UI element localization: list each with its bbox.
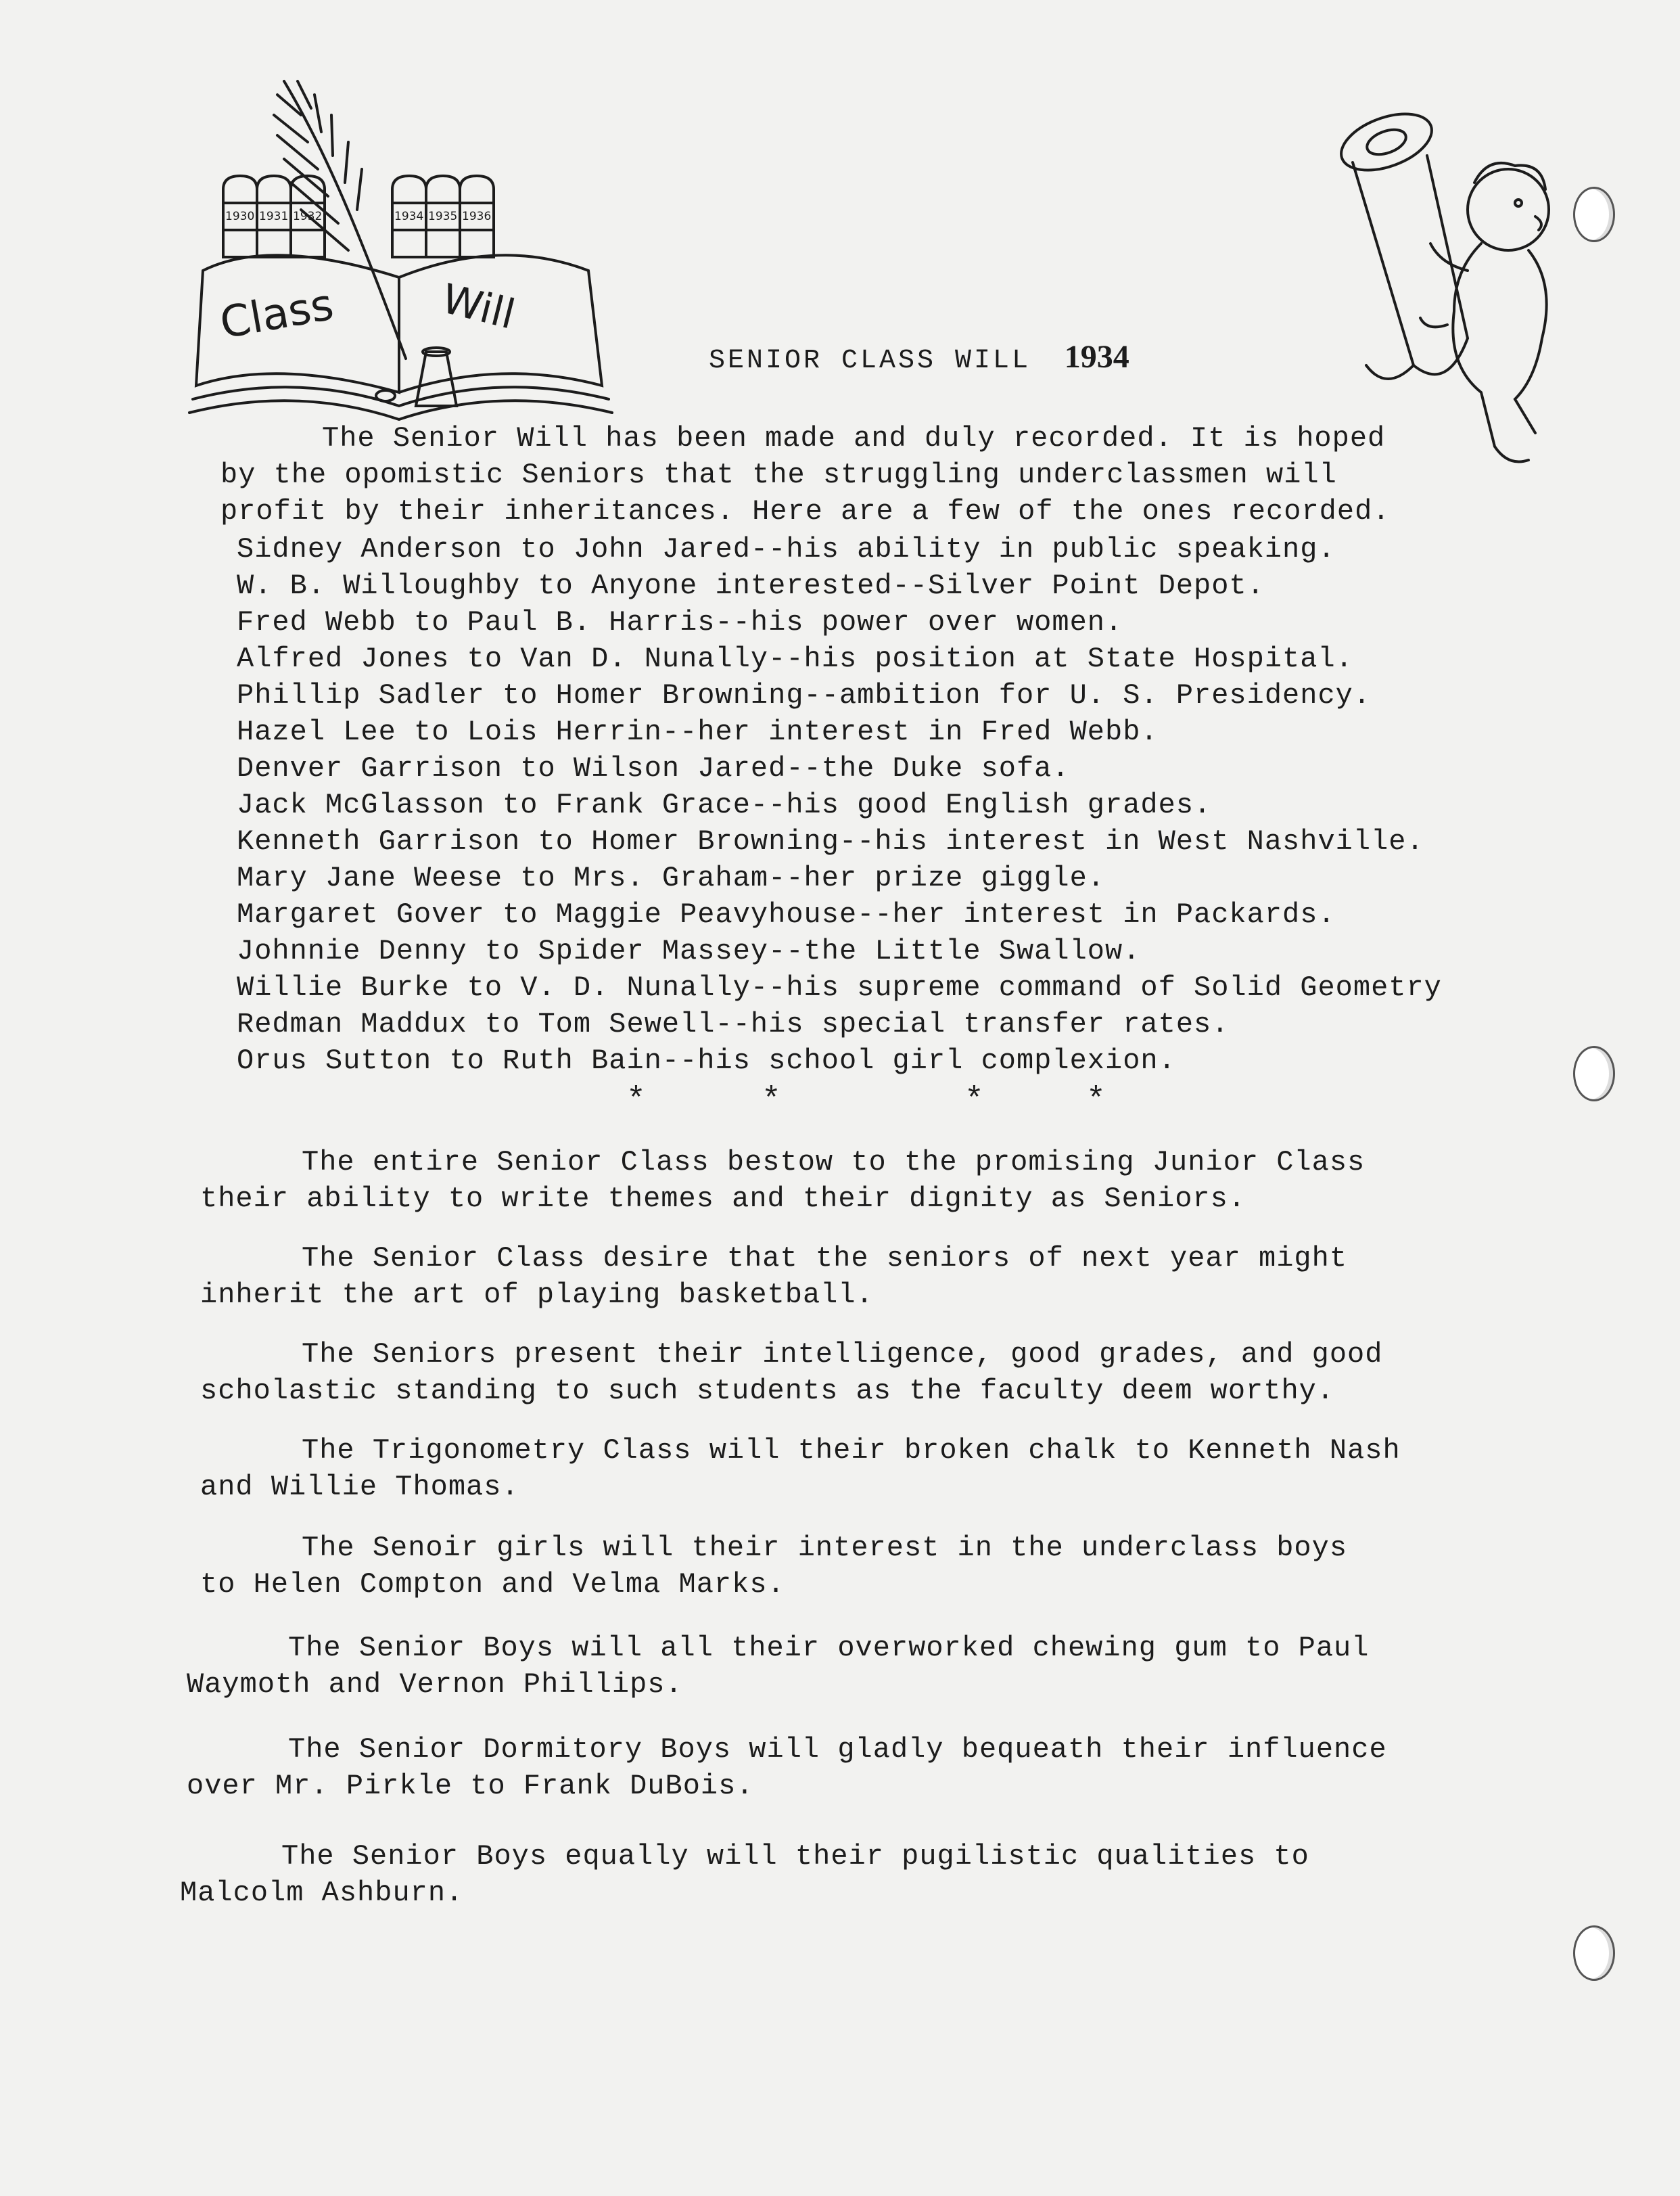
title-text: SENIOR CLASS WILL xyxy=(709,346,1031,376)
separator-star: * xyxy=(762,1082,781,1119)
section-separator xyxy=(0,1082,1680,1123)
bequest-line: W. B. Willoughby to Anyone interested--Silver Point Depot. xyxy=(237,570,1265,602)
paragraph-line: over Mr. Pirkle to Frank DuBois. xyxy=(187,1770,754,1802)
bequest-line: Hazel Lee to Lois Herrin--her interest in Fred Webb. xyxy=(237,716,1159,748)
paragraph-line: The Trigonometry Class will their broken chalk to Kenneth Nash xyxy=(302,1434,1401,1467)
spine-year-label: 1936 xyxy=(462,210,492,223)
intro-line: by the opomistic Seniors that the struggling underclassmen will xyxy=(220,459,1337,491)
paragraph-line: The Senoir girls will their interest in the underclass boys xyxy=(302,1532,1348,1564)
spine-year-label: 1932 xyxy=(293,210,323,223)
bequest-line: Sidney Anderson to John Jared--his ability in public speaking. xyxy=(237,533,1336,566)
intro-line: profit by their inheritances. Here are a few of the ones recorded. xyxy=(220,495,1391,528)
bequest-line: Denver Garrison to Wilson Jared--the Duke sofa. xyxy=(237,752,1070,785)
bequest-line: Alfred Jones to Van D. Nunally--his position at State Hospital. xyxy=(237,643,1353,675)
separator-star: * xyxy=(964,1082,984,1119)
bequest-line: Jack McGlasson to Frank Grace--his good English grades. xyxy=(237,789,1212,821)
spine-year-label: 1934 xyxy=(394,210,424,223)
paragraph-line: The Senior Boys will all their overworked chewing gum to Paul xyxy=(288,1632,1370,1664)
book-right-page-text: Will xyxy=(437,275,520,339)
bequest-line: Phillip Sadler to Homer Browning--ambition for U. S. Presidency. xyxy=(237,679,1372,712)
class-will-books-illustration xyxy=(183,68,615,433)
spine-year-label: 1935 xyxy=(428,210,458,223)
spine-year-label: 1930 xyxy=(225,210,255,223)
paragraph-line: and Willie Thomas. xyxy=(200,1471,519,1503)
bequest-line: Orus Sutton to Ruth Bain--his school girl complexion. xyxy=(237,1045,1176,1077)
punch-hole xyxy=(1573,1925,1615,1981)
bequest-line: Fred Webb to Paul B. Harris--his power over women. xyxy=(237,606,1123,639)
separator-star: * xyxy=(626,1082,646,1119)
paragraph-line: to Helen Compton and Velma Marks. xyxy=(200,1568,785,1601)
paragraph-line: The Seniors present their intelligence, good grades, and good xyxy=(302,1338,1383,1371)
paragraph-line: Malcolm Ashburn. xyxy=(180,1877,464,1909)
spine-year-label: 1931 xyxy=(259,210,289,223)
year-text: 1934 xyxy=(1064,339,1129,375)
bequest-line: Johnnie Denny to Spider Massey--the Little Swallow. xyxy=(237,935,1141,967)
paragraph-line: inherit the art of playing basketball. xyxy=(200,1279,874,1311)
bequest-line: Willie Burke to V. D. Nunally--his supreme command of Solid Geometry xyxy=(237,971,1442,1004)
page-title xyxy=(709,338,1129,376)
book-left-page-text: Class xyxy=(216,279,337,349)
paragraph-line: scholastic standing to such students as the faculty deem worthy. xyxy=(200,1375,1335,1407)
separator-star: * xyxy=(1086,1082,1106,1119)
paragraph-line: The Senior Class desire that the seniors of next year might xyxy=(302,1242,1348,1275)
paragraph-line: Waymoth and Vernon Phillips. xyxy=(187,1668,683,1701)
bequest-line: Redman Maddux to Tom Sewell--his special transfer rates. xyxy=(237,1008,1230,1040)
punch-hole xyxy=(1573,187,1615,242)
bequest-line: Mary Jane Weese to Mrs. Graham--her prize giggle. xyxy=(237,862,1106,894)
paragraph-line: their ability to write themes and their dignity as Seniors. xyxy=(200,1183,1246,1215)
intro-line: The Senior Will has been made and duly recorded. It is hoped xyxy=(322,422,1386,455)
bequest-line: Kenneth Garrison to Homer Browning--his interest in West Nashville. xyxy=(237,825,1424,858)
paragraph-line: The Senior Dormitory Boys will gladly bequeath their influence xyxy=(288,1733,1387,1766)
paragraph-line: The entire Senior Class bestow to the promising Junior Class xyxy=(302,1146,1366,1179)
paragraph-line: The Senior Boys equally will their pugilistic qualities to xyxy=(281,1840,1309,1873)
bequest-line: Margaret Gover to Maggie Peavyhouse--her interest in Packards. xyxy=(237,898,1336,931)
